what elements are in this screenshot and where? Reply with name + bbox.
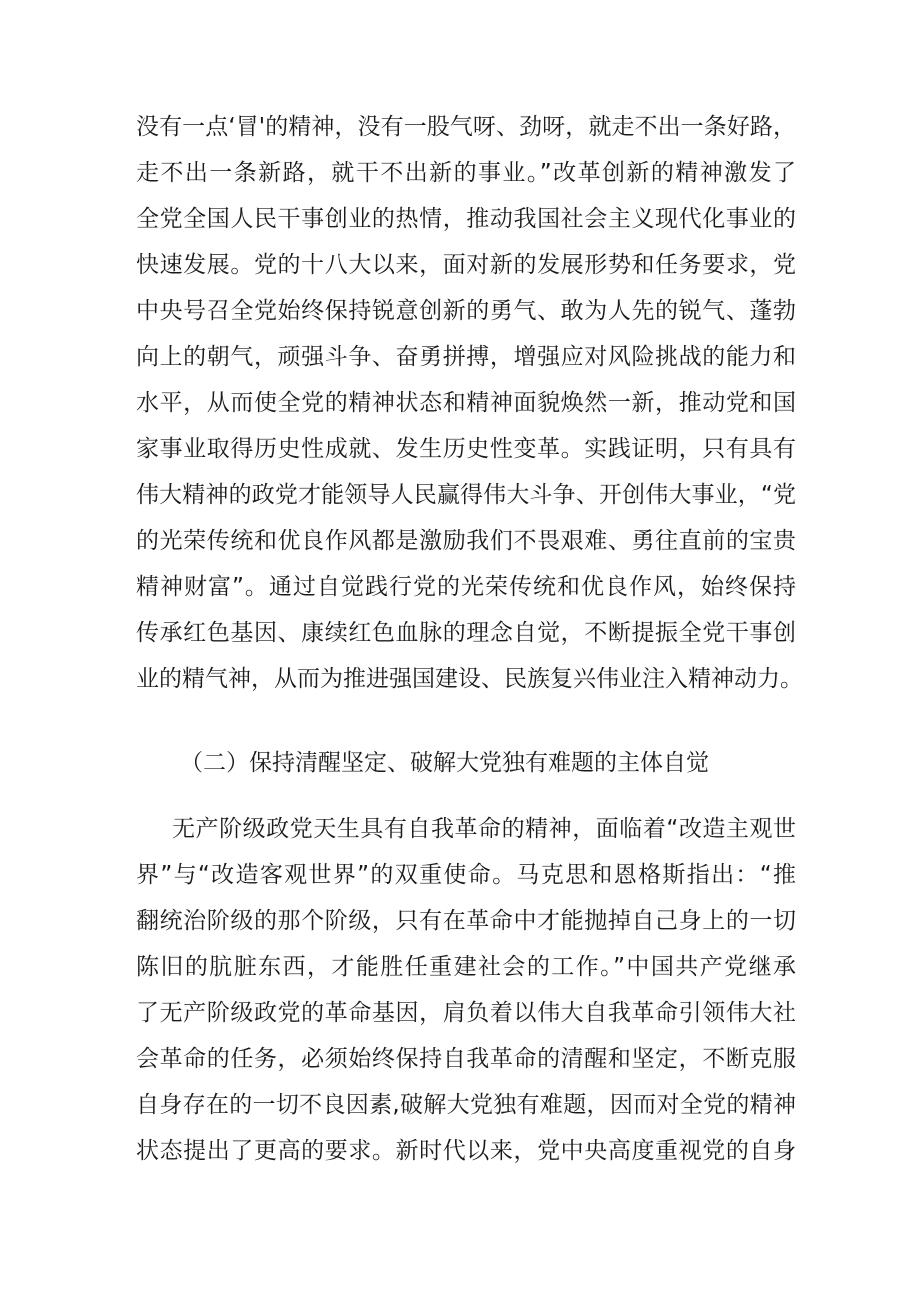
paragraph-line: 中央号召全党始终保持锐意创新的勇气、敢为人先的锐气、蓬勃: [136, 298, 796, 324]
paragraph-line: 无产阶级政党天生具有自我革命的精神，面临着“改造主观世: [172, 816, 796, 842]
paragraph-line: 向上的朝气，顽强斗争、奋勇拼搏，增强应对风险挑战的能力和: [136, 344, 796, 370]
paragraph-line: 自身存在的一切不良因素,破解大党独有难题，因而对全党的精神: [136, 1092, 796, 1118]
paragraph-line: 家事业取得历史性成就、发生历史性变革。实践证明，只有具有: [136, 436, 796, 462]
paragraph-line: 界”与“改造客观世界”的双重使命。马克思和恩格斯指出：“推: [136, 862, 796, 888]
paragraph-line: 会革命的任务，必须始终保持自我革命的清醒和坚定，不断克服: [136, 1046, 796, 1072]
paragraph-line: 走不出一条新路，就干不出新的事业。”改革创新的精神激发了: [136, 160, 796, 186]
paragraph-line: 业的精气神，从而为推进强国建设、民族复兴伟业注入精神动力。: [136, 666, 803, 692]
paragraph-line: 水平，从而使全党的精神状态和精神面貌焕然一新，推动党和国: [136, 390, 796, 416]
section-heading: （二）保持清醒坚定、破解大党独有难题的主体自觉: [180, 750, 709, 776]
paragraph-line: 陈旧的肮脏东西，才能胜任重建社会的工作。”中国共产党继承: [136, 954, 796, 980]
paragraph-line: 全党全国人民干事创业的热情，推动我国社会主义现代化事业的: [136, 206, 796, 232]
paragraph-line: 翻统治阶级的那个阶级，只有在革命中才能抛掉自己身上的一切: [136, 908, 796, 934]
paragraph-line: 没有一点‘冒'的精神，没有一股气呀、劲呀，就走不出一条好路，: [136, 114, 796, 140]
paragraph-line: 精神财富”。通过自觉践行党的光荣传统和优良作风，始终保持: [136, 574, 796, 600]
paragraph-line: 了无产阶级政党的革命基因，肩负着以伟大自我革命引领伟大社: [136, 1000, 796, 1026]
paragraph-line: 的光荣传统和优良作风都是激励我们不畏艰难、勇往直前的宝贵: [136, 528, 796, 554]
paragraph-line: 伟大精神的政党才能领导人民赢得伟大斗争、开创伟大事业，“党: [136, 482, 796, 508]
paragraph-line: 传承红色基因、康续红色血脉的理念自觉，不断提振全党干事创: [136, 620, 796, 646]
paragraph-line: 状态提出了更高的要求。新时代以来，党中央高度重视党的自身: [136, 1138, 796, 1164]
paragraph-line: 快速发展。党的十八大以来，面对新的发展形势和任务要求，党: [136, 252, 796, 278]
